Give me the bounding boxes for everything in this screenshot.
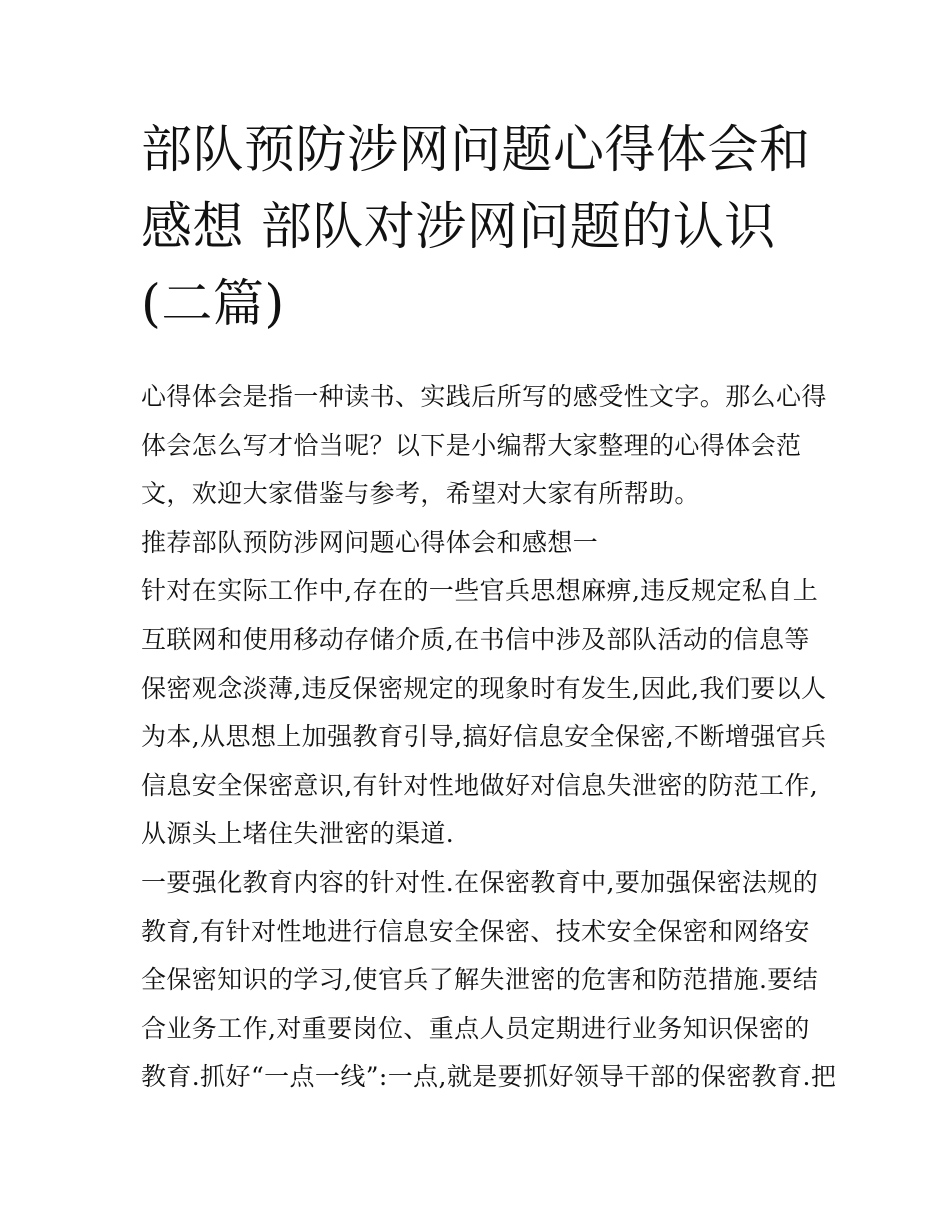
body-line: 教育.抓好“一点一线”:一点,就是要抓好领导干部的保密教育.把 <box>141 1062 837 1092</box>
body-line: 一要强化教育内容的针对性.在保密教育中,要加强保密法规的 <box>141 867 819 897</box>
section-heading: 推荐部队预防涉网问题心得体会和感想一 <box>141 527 599 557</box>
body-line: 信息安全保密意识,有针对性地做好对信息失泄密的防范工作, <box>141 770 819 800</box>
document-body <box>141 373 837 1102</box>
body-line: 保密观念淡薄,违反保密规定的现象时有发生,因此,我们要以人 <box>141 673 827 703</box>
body-line: 合业务工作,对重要岗位、重点人员定期进行业务知识保密的 <box>141 1013 810 1043</box>
body-line: 体会怎么写才恰当呢？以下是小编帮大家整理的心得体会范 <box>141 430 802 460</box>
document-title <box>141 112 813 343</box>
title-line: 感想 部队对涉网问题的认识 <box>141 198 776 257</box>
document-page <box>141 112 837 1102</box>
body-line: 针对在实际工作中,存在的一些官兵思想麻痹,违反规定私自上 <box>141 576 819 606</box>
body-line: 心得体会是指一种读书、实践后所写的感受性文字。那么心得 <box>141 382 827 411</box>
body-line: 全保密知识的学习,使官兵了解失泄密的危害和防范措施.要结 <box>141 965 819 995</box>
body-line: 从源头上堵住失泄密的渠道. <box>141 819 455 849</box>
body-line: 教育,有针对性地进行信息安全保密、技术安全保密和网络安 <box>141 916 810 946</box>
title-line: 部队预防涉网问题心得体会和 <box>141 121 811 180</box>
body-line: 为本,从思想上加强教育引导,搞好信息安全保密,不断增强官兵 <box>141 722 827 752</box>
body-line: 互联网和使用移动存储介质,在书信中涉及部队活动的信息等 <box>141 624 810 654</box>
body-line: 文，欢迎大家借鉴与参考，希望对大家有所帮助。 <box>141 479 700 509</box>
title-line: (二篇) <box>141 275 285 334</box>
